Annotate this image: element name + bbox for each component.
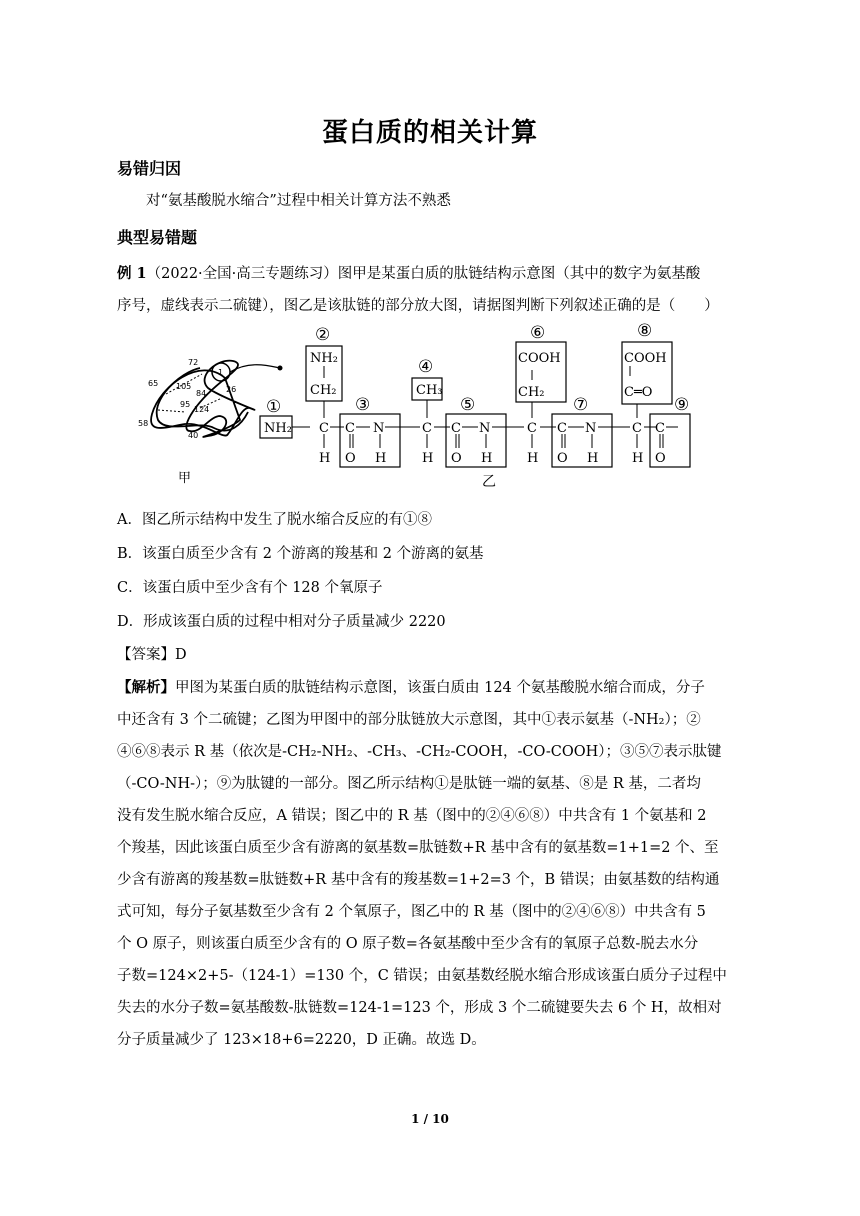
question-text-1: （2022·全国·高三专题练习）图甲是某蛋白质的肽链结构示意图（其中的数字为氨基酸	[146, 266, 701, 282]
atom-h: H	[422, 451, 434, 466]
loop-number: 124	[194, 405, 210, 414]
atom-h: H	[632, 451, 644, 466]
analysis-line: 式可知，每分子氨基数至少含有 2 个氧原子，图乙中的 R 基（图中的②④⑥⑧）中共含有 5	[117, 904, 706, 920]
group-ch2-r6: CH₂	[518, 385, 545, 400]
analysis-line: 没有发生脱水缩合反应，A 错误；图乙中的 R 基（图中的②④⑥⑧）中共含有 1 个氨基和 2	[117, 808, 707, 824]
answer-value: D	[175, 647, 187, 663]
loop-number: 72	[188, 358, 199, 367]
atom-c: C	[422, 421, 432, 436]
group-ch3-r4: CH₃	[416, 383, 443, 398]
option-b: B．该蛋白质至少含有 2 个游离的羧基和 2 个游离的氨基	[117, 546, 484, 562]
group-co-r8: C═O	[624, 385, 653, 400]
atom-o: O	[557, 451, 568, 466]
cause-text: 对“氨基酸脱水缩合”过程中相关计算方法不熟悉	[146, 193, 451, 209]
atom-h: H	[481, 451, 493, 466]
atom-c: C	[557, 421, 567, 436]
atom-n: N	[479, 421, 491, 436]
question-line-2: 序号，虚线表示二硫键），图乙是该肽链的部分放大图，请据图判断下列叙述正确的是（ ）	[117, 298, 719, 314]
figure-jia-arrow-head	[278, 366, 283, 371]
atom-o: O	[451, 451, 462, 466]
answer-label: 【答案】	[117, 647, 175, 663]
atom-o: O	[655, 451, 666, 466]
atom-h: H	[319, 451, 331, 466]
figure-jia-loop	[151, 361, 254, 437]
loop-number: 40	[188, 431, 199, 440]
analysis-line: 子数=124×2+5-（124-1）=130 个，C 错误；由氨基数经脱水缩合形成该蛋白质分子过程中	[117, 968, 727, 984]
analysis-line: 个 O 原子，则该蛋白质至少含有的 O 原子数=各氨基酸中至少含有的氧原子总数-脱去水分	[117, 936, 699, 952]
circled-number: ④	[418, 357, 434, 377]
loop-number: 95	[180, 400, 191, 409]
circled-number: ③	[355, 395, 371, 415]
question-line-1	[117, 262, 700, 283]
circled-number: ⑤	[460, 395, 476, 415]
atom-c: C	[319, 421, 329, 436]
atom-h: H	[587, 451, 599, 466]
atom-o: O	[345, 451, 356, 466]
atom-c: C	[345, 421, 355, 436]
option-a: A．图乙所示结构中发生了脱水缩合反应的有①⑧	[117, 512, 432, 528]
loop-number: 65	[148, 379, 159, 388]
atom-c: C	[527, 421, 537, 436]
protein-figure	[130, 316, 730, 496]
figure-label-jia: 甲	[178, 471, 192, 486]
group-ch2-r2: CH₂	[310, 383, 337, 398]
circled-number: ⑦	[573, 395, 589, 415]
atom-c: C	[632, 421, 642, 436]
group-cooh-r6: COOH	[518, 351, 561, 366]
option-c: C．该蛋白质中至少含有个 128 个氧原子	[117, 580, 383, 596]
atom-n: N	[585, 421, 597, 436]
option-d: D．形成该蛋白质的过程中相对分子质量减少 2220	[117, 614, 446, 630]
loop-number: 105	[176, 382, 192, 391]
atom-h: H	[527, 451, 539, 466]
section-heading-cause: 易错归因	[117, 159, 182, 178]
circled-number: ⑥	[530, 323, 546, 343]
circled-number: ⑧	[637, 321, 653, 341]
atom-c: C	[655, 421, 665, 436]
atom-c: C	[451, 421, 461, 436]
circled-number: ⑨	[674, 395, 690, 415]
analysis-line: ④⑥⑧表示 R 基（依次是-CH₂-NH₂、-CH₃、-CH₂-COOH，-CO-COOH）；③⑤⑦表示肽键	[117, 744, 722, 760]
analysis-line: 失去的水分子数=氨基酸数-肽链数=124-1=123 个，形成 3 个二硫键要失去 6 个 H，故相对	[117, 1000, 722, 1016]
figure-label-yi: 乙	[482, 474, 496, 490]
analysis-line: 个羧基，因此该蛋白质至少含有游离的氨基数=肽链数+R 基中含有的氨基数=1+1=2 个、至	[117, 840, 719, 856]
loop-number: 84	[196, 389, 207, 398]
page-title: 蛋白质的相关计算	[321, 118, 538, 148]
section-heading-typical: 典型易错题	[117, 228, 198, 247]
loop-number: 26	[226, 385, 237, 394]
circled-number: ①	[266, 397, 282, 417]
analysis-line: （-CO-NH-）；⑨为肽键的一部分。图乙所示结构①是肽链一端的氨基、⑧是 R 基，二者均	[117, 776, 701, 792]
question-label: 例 1	[117, 265, 147, 282]
group-cooh-r8: COOH	[624, 351, 667, 366]
circled-number: ②	[315, 325, 331, 345]
analysis-line: 分子质量减少了 123×18+6=2220，D 正确。故选 D。	[117, 1032, 486, 1048]
loop-number: 1	[218, 368, 224, 377]
atom-n: N	[373, 421, 385, 436]
analysis-line: 少含有游离的羧基数=肽链数+R 基中含有的羧基数=1+2=3 个，B 错误；由氨基数的结构通	[117, 872, 720, 888]
analysis-line-1	[117, 676, 705, 697]
atom-h: H	[375, 451, 387, 466]
answer-line	[117, 643, 187, 664]
group-nh2-r: NH₂	[310, 351, 338, 366]
loop-number: 58	[138, 419, 149, 428]
page-number: 1 / 10	[411, 1112, 449, 1126]
analysis-label: 【解析】	[117, 679, 175, 696]
group-nh2-terminal: NH₂	[264, 421, 292, 436]
analysis-text: 甲图为某蛋白质的肽链结构示意图，该蛋白质由 124 个氨基酸脱水缩合而成，分子	[175, 680, 705, 696]
analysis-line: 中还含有 3 个二硫键；乙图为甲图中的部分肽链放大示意图，其中①表示氨基（-NH₂）；②	[117, 712, 701, 728]
